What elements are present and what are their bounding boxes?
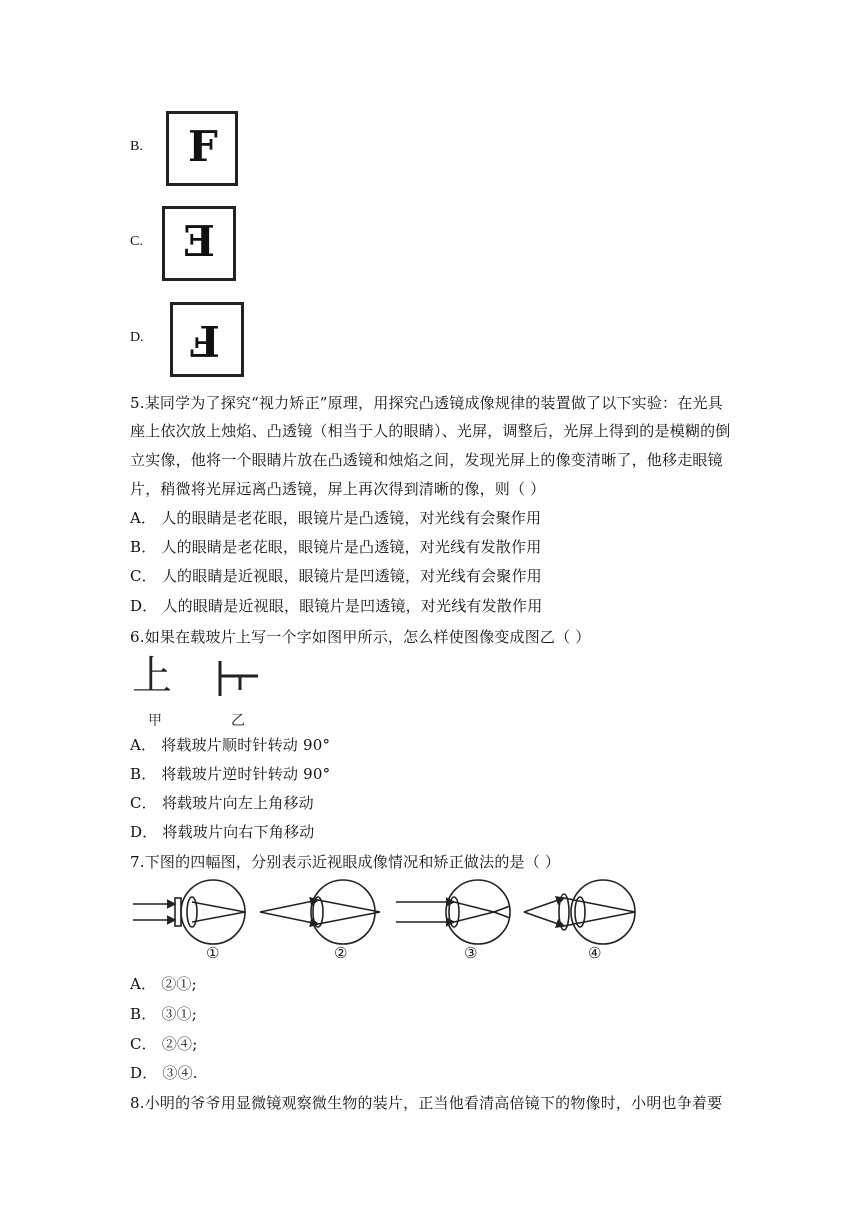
q5-option-c: C． 人的眼睛是近视眼，眼镜片是凹透镜，对光线有会聚作用 (130, 567, 542, 585)
option-b-image (166, 111, 238, 186)
q5-stem-line-4: 片，稍微将光屏远离凸透镜，屏上再次得到清晰的像，则（ ） (130, 480, 546, 498)
figure-yi-label: 乙 (231, 713, 245, 729)
q6-option-a: A． 将载玻片顺时针转动 90° (130, 736, 331, 754)
q7-option-b: B． ③①; (130, 1005, 198, 1023)
figure-jia-label: 甲 (148, 713, 162, 729)
q5-stem-line-1: 5.某同学为了探究“视力矫正”原理，用探究凸透镜成像规律的装置做了以下实验：在光具 (130, 394, 723, 412)
q8-stem: 8.小明的爷爷用显微镜观察微生物的装片，正当他看清高倍镜下的物像时，小明也争着要 (130, 1094, 723, 1112)
q5-option-d: D． 人的眼睛是近视眼，眼镜片是凹透镜，对光线有发散作用 (130, 597, 543, 615)
q5-stem-line-2: 座上依次放上烛焰、凸透镜（相当于人的眼睛）、光屏，调整后，光屏上得到的是模糊的倒 (130, 422, 731, 440)
q6-option-b: B． 将载玻片逆时针转动 90° (130, 765, 331, 783)
diagram-label-3: ③ (464, 944, 478, 962)
diagram-label-4: ④ (588, 944, 602, 962)
figure-yi-character (214, 658, 262, 700)
diagram-label-2: ② (334, 944, 348, 962)
option-d-label: D. (130, 330, 144, 345)
letter-f-inverted: F (190, 316, 220, 365)
q7-option-c: C． ②④; (130, 1035, 198, 1053)
option-c-label: C. (130, 234, 143, 249)
eye-diagram-1 (133, 880, 245, 944)
q5-stem-line-3: 立实像，他将一个眼睛片放在凸透镜和烛焰之间，发现光屏上的像变清晰了，他移走眼镜 (130, 451, 723, 469)
diagram-label-1: ① (206, 944, 220, 962)
q6-option-d: D． 将载玻片向右下角移动 (130, 823, 315, 841)
option-b-label: B. (130, 139, 143, 154)
letter-e-mirrored: E (183, 217, 216, 266)
q5-option-b: B． 人的眼睛是老花眼，眼镜片是凸透镜，对光线有发散作用 (130, 538, 542, 556)
option-d-image (170, 302, 244, 377)
letter-f-upright: F (188, 122, 218, 171)
eye-diagram-4 (524, 880, 635, 944)
q7-option-a: A． ②①; (130, 975, 197, 993)
eye-diagram-3 (396, 880, 510, 944)
option-c-image (162, 206, 236, 281)
q7-stem: 7.下图的四幅图，分别表示近视眼成像情况和矫正做法的是（ ） (130, 853, 561, 871)
q6-option-c: C． 将载玻片向左上角移动 (130, 794, 314, 812)
figure-jia-character: 上 (132, 653, 172, 699)
eye-diagram-2 (260, 880, 380, 944)
q7-option-d: D． ③④. (130, 1064, 198, 1082)
q5-option-a: A． 人的眼睛是老花眼，眼镜片是凸透镜，对光线有会聚作用 (130, 509, 542, 527)
q6-stem: 6.如果在载玻片上写一个字如图甲所示，怎么样使图像变成图乙（ ） (130, 628, 591, 646)
